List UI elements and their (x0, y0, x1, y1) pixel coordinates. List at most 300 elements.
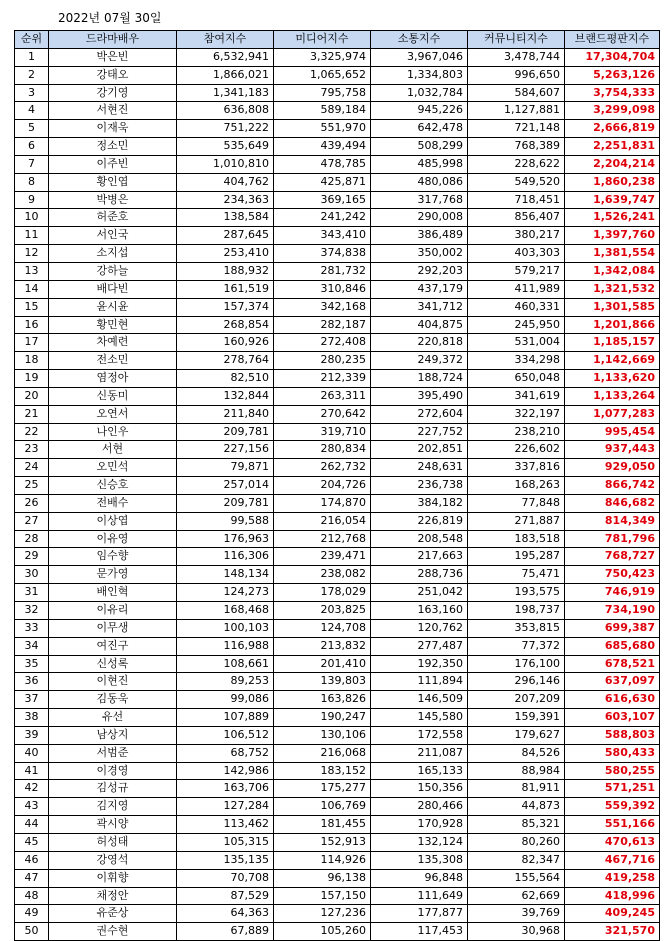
communication-cell: 217,663 (371, 548, 468, 566)
name-cell: 서현진 (49, 102, 177, 120)
brand-cell: 17,304,704 (565, 48, 660, 66)
table-row (15, 262, 660, 280)
rank-cell: 49 (15, 905, 49, 923)
communication-cell: 220,818 (371, 334, 468, 352)
name-cell: 이현진 (49, 673, 177, 691)
rank-cell: 45 (15, 833, 49, 851)
communication-cell: 227,752 (371, 423, 468, 441)
communication-cell: 188,724 (371, 370, 468, 388)
table-row (15, 548, 660, 566)
rank-cell: 22 (15, 423, 49, 441)
brand-cell: 750,423 (565, 566, 660, 584)
communication-cell: 288,736 (371, 566, 468, 584)
rank-cell: 35 (15, 655, 49, 673)
community-cell: 62,669 (468, 887, 565, 905)
media-cell: 127,236 (274, 905, 371, 923)
table-row (15, 637, 660, 655)
communication-cell: 386,489 (371, 227, 468, 245)
name-cell: 서인국 (49, 227, 177, 245)
brand-cell: 551,166 (565, 816, 660, 834)
name-cell: 오민석 (49, 459, 177, 477)
rank-cell: 17 (15, 334, 49, 352)
brand-cell: 1,201,866 (565, 316, 660, 334)
participation-cell: 161,519 (177, 280, 274, 298)
rank-cell: 19 (15, 370, 49, 388)
table-row (15, 602, 660, 620)
name-cell: 황인엽 (49, 173, 177, 191)
name-cell: 서범준 (49, 744, 177, 762)
communication-cell: 508,299 (371, 138, 468, 156)
rank-cell: 5 (15, 120, 49, 138)
participation-cell: 257,014 (177, 477, 274, 495)
participation-cell: 157,374 (177, 298, 274, 316)
communication-cell: 208,548 (371, 530, 468, 548)
table-row (15, 744, 660, 762)
participation-cell: 268,854 (177, 316, 274, 334)
header-brand-reputation: 브랜드평판지수 (565, 31, 660, 49)
name-cell: 허준호 (49, 209, 177, 227)
media-cell: 478,785 (274, 155, 371, 173)
table-row (15, 280, 660, 298)
community-cell: 768,389 (468, 138, 565, 156)
community-cell: 380,217 (468, 227, 565, 245)
rank-cell: 50 (15, 923, 49, 941)
community-cell: 195,287 (468, 548, 565, 566)
brand-cell: 1,142,669 (565, 352, 660, 370)
participation-cell: 160,926 (177, 334, 274, 352)
rank-cell: 34 (15, 637, 49, 655)
table-row (15, 494, 660, 512)
communication-cell: 1,334,803 (371, 66, 468, 84)
name-cell: 염정아 (49, 370, 177, 388)
name-cell: 이무생 (49, 619, 177, 637)
communication-cell: 480,086 (371, 173, 468, 191)
rank-cell: 38 (15, 709, 49, 727)
communication-cell: 226,819 (371, 512, 468, 530)
communication-cell: 384,182 (371, 494, 468, 512)
name-cell: 박병은 (49, 191, 177, 209)
communication-cell: 150,356 (371, 780, 468, 798)
rank-cell: 15 (15, 298, 49, 316)
community-cell: 3,478,744 (468, 48, 565, 66)
participation-cell: 108,661 (177, 655, 274, 673)
media-cell: 201,410 (274, 655, 371, 673)
community-cell: 39,769 (468, 905, 565, 923)
table-row (15, 120, 660, 138)
rank-cell: 16 (15, 316, 49, 334)
rank-cell: 23 (15, 441, 49, 459)
community-cell: 228,622 (468, 155, 565, 173)
brand-cell: 470,613 (565, 833, 660, 851)
communication-cell: 132,124 (371, 833, 468, 851)
brand-cell: 419,258 (565, 869, 660, 887)
table-row (15, 352, 660, 370)
name-cell: 이휘향 (49, 869, 177, 887)
brand-cell: 580,255 (565, 762, 660, 780)
communication-cell: 404,875 (371, 316, 468, 334)
brand-cell: 2,666,819 (565, 120, 660, 138)
participation-cell: 168,468 (177, 602, 274, 620)
community-cell: 159,391 (468, 709, 565, 727)
name-cell: 김지영 (49, 798, 177, 816)
rank-cell: 2 (15, 66, 49, 84)
community-cell: 718,451 (468, 191, 565, 209)
community-cell: 81,911 (468, 780, 565, 798)
rank-cell: 18 (15, 352, 49, 370)
communication-cell: 170,928 (371, 816, 468, 834)
table-row (15, 459, 660, 477)
community-cell: 176,100 (468, 655, 565, 673)
name-cell: 여진구 (49, 637, 177, 655)
media-cell: 213,832 (274, 637, 371, 655)
community-cell: 75,471 (468, 566, 565, 584)
participation-cell: 99,086 (177, 691, 274, 709)
table-row (15, 709, 660, 727)
brand-cell: 637,097 (565, 673, 660, 691)
brand-cell: 1,321,532 (565, 280, 660, 298)
name-cell: 이경영 (49, 762, 177, 780)
media-cell: 139,803 (274, 673, 371, 691)
community-cell: 1,127,881 (468, 102, 565, 120)
brand-cell: 1,133,620 (565, 370, 660, 388)
brand-cell: 995,454 (565, 423, 660, 441)
media-cell: 3,325,974 (274, 48, 371, 66)
brand-cell: 1,077,283 (565, 405, 660, 423)
community-cell: 183,518 (468, 530, 565, 548)
communication-cell: 172,558 (371, 726, 468, 744)
participation-cell: 234,363 (177, 191, 274, 209)
participation-cell: 1,341,183 (177, 84, 274, 102)
community-cell: 88,984 (468, 762, 565, 780)
header-participation: 참여지수 (177, 31, 274, 49)
name-cell: 유준상 (49, 905, 177, 923)
media-cell: 374,838 (274, 245, 371, 263)
communication-cell: 249,372 (371, 352, 468, 370)
name-cell: 차예련 (49, 334, 177, 352)
community-cell: 584,607 (468, 84, 565, 102)
participation-cell: 107,889 (177, 709, 274, 727)
participation-cell: 79,871 (177, 459, 274, 477)
participation-cell: 113,462 (177, 816, 274, 834)
participation-cell: 135,135 (177, 851, 274, 869)
table-row (15, 334, 660, 352)
table-row (15, 798, 660, 816)
participation-cell: 89,253 (177, 673, 274, 691)
brand-cell: 866,742 (565, 477, 660, 495)
name-cell: 황민현 (49, 316, 177, 334)
media-cell: 369,165 (274, 191, 371, 209)
communication-cell: 145,580 (371, 709, 468, 727)
name-cell: 채정안 (49, 887, 177, 905)
rank-cell: 46 (15, 851, 49, 869)
name-cell: 나인우 (49, 423, 177, 441)
name-cell: 임수향 (49, 548, 177, 566)
communication-cell: 111,894 (371, 673, 468, 691)
rank-cell: 37 (15, 691, 49, 709)
header-media: 미디어지수 (274, 31, 371, 49)
community-cell: 207,209 (468, 691, 565, 709)
community-cell: 155,564 (468, 869, 565, 887)
participation-cell: 67,889 (177, 923, 274, 941)
media-cell: 239,471 (274, 548, 371, 566)
community-cell: 82,347 (468, 851, 565, 869)
rank-cell: 41 (15, 762, 49, 780)
brand-cell: 3,299,098 (565, 102, 660, 120)
rank-cell: 8 (15, 173, 49, 191)
rank-cell: 3 (15, 84, 49, 102)
rank-cell: 40 (15, 744, 49, 762)
media-cell: 280,834 (274, 441, 371, 459)
participation-cell: 82,510 (177, 370, 274, 388)
communication-cell: 317,768 (371, 191, 468, 209)
participation-cell: 106,512 (177, 726, 274, 744)
community-cell: 549,520 (468, 173, 565, 191)
media-cell: 238,082 (274, 566, 371, 584)
brand-cell: 418,996 (565, 887, 660, 905)
rank-cell: 29 (15, 548, 49, 566)
communication-cell: 277,487 (371, 637, 468, 655)
media-cell: 281,732 (274, 262, 371, 280)
table-row (15, 245, 660, 263)
name-cell: 강태오 (49, 66, 177, 84)
name-cell: 박은빈 (49, 48, 177, 66)
table-row (15, 405, 660, 423)
brand-reputation-table (14, 30, 660, 941)
table-row (15, 833, 660, 851)
table-row (15, 209, 660, 227)
participation-cell: 6,532,941 (177, 48, 274, 66)
name-cell: 이상엽 (49, 512, 177, 530)
media-cell: 551,970 (274, 120, 371, 138)
community-cell: 856,407 (468, 209, 565, 227)
media-cell: 1,065,652 (274, 66, 371, 84)
participation-cell: 87,529 (177, 887, 274, 905)
name-cell: 전소민 (49, 352, 177, 370)
table-row (15, 512, 660, 530)
media-cell: 319,710 (274, 423, 371, 441)
community-cell: 403,303 (468, 245, 565, 263)
brand-cell: 1,185,157 (565, 334, 660, 352)
community-cell: 341,619 (468, 387, 565, 405)
communication-cell: 165,133 (371, 762, 468, 780)
name-cell: 오연서 (49, 405, 177, 423)
name-cell: 남상지 (49, 726, 177, 744)
table-row (15, 869, 660, 887)
participation-cell: 535,649 (177, 138, 274, 156)
participation-cell: 138,584 (177, 209, 274, 227)
media-cell: 190,247 (274, 709, 371, 727)
table-row (15, 298, 660, 316)
communication-cell: 280,466 (371, 798, 468, 816)
brand-cell: 5,263,126 (565, 66, 660, 84)
participation-cell: 124,273 (177, 584, 274, 602)
community-cell: 198,737 (468, 602, 565, 620)
media-cell: 106,769 (274, 798, 371, 816)
community-cell: 168,263 (468, 477, 565, 495)
name-cell: 문가영 (49, 566, 177, 584)
communication-cell: 292,203 (371, 262, 468, 280)
participation-cell: 132,844 (177, 387, 274, 405)
communication-cell: 96,848 (371, 869, 468, 887)
table-row (15, 816, 660, 834)
communication-cell: 341,712 (371, 298, 468, 316)
table-row (15, 655, 660, 673)
name-cell: 권수현 (49, 923, 177, 941)
communication-cell: 395,490 (371, 387, 468, 405)
rank-cell: 9 (15, 191, 49, 209)
community-cell: 996,650 (468, 66, 565, 84)
community-cell: 296,146 (468, 673, 565, 691)
table-row (15, 762, 660, 780)
name-cell: 윤시윤 (49, 298, 177, 316)
communication-cell: 485,998 (371, 155, 468, 173)
table-row (15, 138, 660, 156)
name-cell: 이유리 (49, 602, 177, 620)
participation-cell: 127,284 (177, 798, 274, 816)
name-cell: 서현 (49, 441, 177, 459)
media-cell: 174,870 (274, 494, 371, 512)
table-row (15, 566, 660, 584)
participation-cell: 163,706 (177, 780, 274, 798)
table-row (15, 477, 660, 495)
participation-cell: 148,134 (177, 566, 274, 584)
table-row (15, 370, 660, 388)
name-cell: 유선 (49, 709, 177, 727)
communication-cell: 3,967,046 (371, 48, 468, 66)
brand-cell: 321,570 (565, 923, 660, 941)
media-cell: 183,152 (274, 762, 371, 780)
name-cell: 강영석 (49, 851, 177, 869)
table-row (15, 48, 660, 66)
community-cell: 193,575 (468, 584, 565, 602)
table-row (15, 726, 660, 744)
community-cell: 411,989 (468, 280, 565, 298)
rank-cell: 4 (15, 102, 49, 120)
name-cell: 김성규 (49, 780, 177, 798)
community-cell: 238,210 (468, 423, 565, 441)
participation-cell: 211,840 (177, 405, 274, 423)
media-cell: 439,494 (274, 138, 371, 156)
communication-cell: 251,042 (371, 584, 468, 602)
date-label: 2022년 07월 30일 (58, 11, 162, 25)
community-cell: 30,968 (468, 923, 565, 941)
name-cell: 이유영 (49, 530, 177, 548)
participation-cell: 227,156 (177, 441, 274, 459)
rank-cell: 43 (15, 798, 49, 816)
rank-cell: 30 (15, 566, 49, 584)
participation-cell: 636,808 (177, 102, 274, 120)
table-body (15, 48, 660, 940)
brand-cell: 1,526,241 (565, 209, 660, 227)
brand-cell: 1,133,264 (565, 387, 660, 405)
rank-cell: 26 (15, 494, 49, 512)
name-cell: 신승호 (49, 477, 177, 495)
brand-cell: 2,251,831 (565, 138, 660, 156)
table-row (15, 387, 660, 405)
name-cell: 이재욱 (49, 120, 177, 138)
rank-cell: 13 (15, 262, 49, 280)
rank-cell: 12 (15, 245, 49, 263)
media-cell: 589,184 (274, 102, 371, 120)
table-row (15, 923, 660, 941)
table-row (15, 584, 660, 602)
header-community: 커뮤니티지수 (468, 31, 565, 49)
table-row (15, 851, 660, 869)
media-cell: 342,168 (274, 298, 371, 316)
brand-cell: 929,050 (565, 459, 660, 477)
table-row (15, 173, 660, 191)
rank-cell: 27 (15, 512, 49, 530)
media-cell: 216,054 (274, 512, 371, 530)
media-cell: 178,029 (274, 584, 371, 602)
brand-cell: 678,521 (565, 655, 660, 673)
participation-cell: 105,315 (177, 833, 274, 851)
name-cell: 소지섭 (49, 245, 177, 263)
media-cell: 163,826 (274, 691, 371, 709)
participation-cell: 209,781 (177, 423, 274, 441)
community-cell: 77,372 (468, 637, 565, 655)
media-cell: 157,150 (274, 887, 371, 905)
table-row (15, 780, 660, 798)
media-cell: 310,846 (274, 280, 371, 298)
brand-cell: 746,919 (565, 584, 660, 602)
communication-cell: 236,738 (371, 477, 468, 495)
participation-cell: 188,932 (177, 262, 274, 280)
rank-cell: 10 (15, 209, 49, 227)
brand-cell: 1,342,084 (565, 262, 660, 280)
rank-cell: 7 (15, 155, 49, 173)
participation-cell: 116,988 (177, 637, 274, 655)
brand-cell: 734,190 (565, 602, 660, 620)
participation-cell: 253,410 (177, 245, 274, 263)
brand-cell: 1,639,747 (565, 191, 660, 209)
media-cell: 114,926 (274, 851, 371, 869)
table-row (15, 155, 660, 173)
brand-cell: 2,204,214 (565, 155, 660, 173)
community-cell: 245,950 (468, 316, 565, 334)
communication-cell: 135,308 (371, 851, 468, 869)
table-row (15, 619, 660, 637)
name-cell: 신동미 (49, 387, 177, 405)
community-cell: 353,815 (468, 619, 565, 637)
participation-cell: 142,986 (177, 762, 274, 780)
table-row (15, 227, 660, 245)
rank-cell: 39 (15, 726, 49, 744)
communication-cell: 117,453 (371, 923, 468, 941)
rank-cell: 42 (15, 780, 49, 798)
rank-cell: 24 (15, 459, 49, 477)
rank-cell: 25 (15, 477, 49, 495)
communication-cell: 202,851 (371, 441, 468, 459)
media-cell: 130,106 (274, 726, 371, 744)
communication-cell: 211,087 (371, 744, 468, 762)
participation-cell: 70,708 (177, 869, 274, 887)
communication-cell: 120,762 (371, 619, 468, 637)
rank-cell: 20 (15, 387, 49, 405)
rank-cell: 33 (15, 619, 49, 637)
media-cell: 425,871 (274, 173, 371, 191)
table-row (15, 84, 660, 102)
communication-cell: 290,008 (371, 209, 468, 227)
brand-cell: 559,392 (565, 798, 660, 816)
name-cell: 허성태 (49, 833, 177, 851)
media-cell: 262,732 (274, 459, 371, 477)
community-cell: 721,148 (468, 120, 565, 138)
communication-cell: 146,509 (371, 691, 468, 709)
community-cell: 226,602 (468, 441, 565, 459)
community-cell: 650,048 (468, 370, 565, 388)
brand-cell: 467,716 (565, 851, 660, 869)
